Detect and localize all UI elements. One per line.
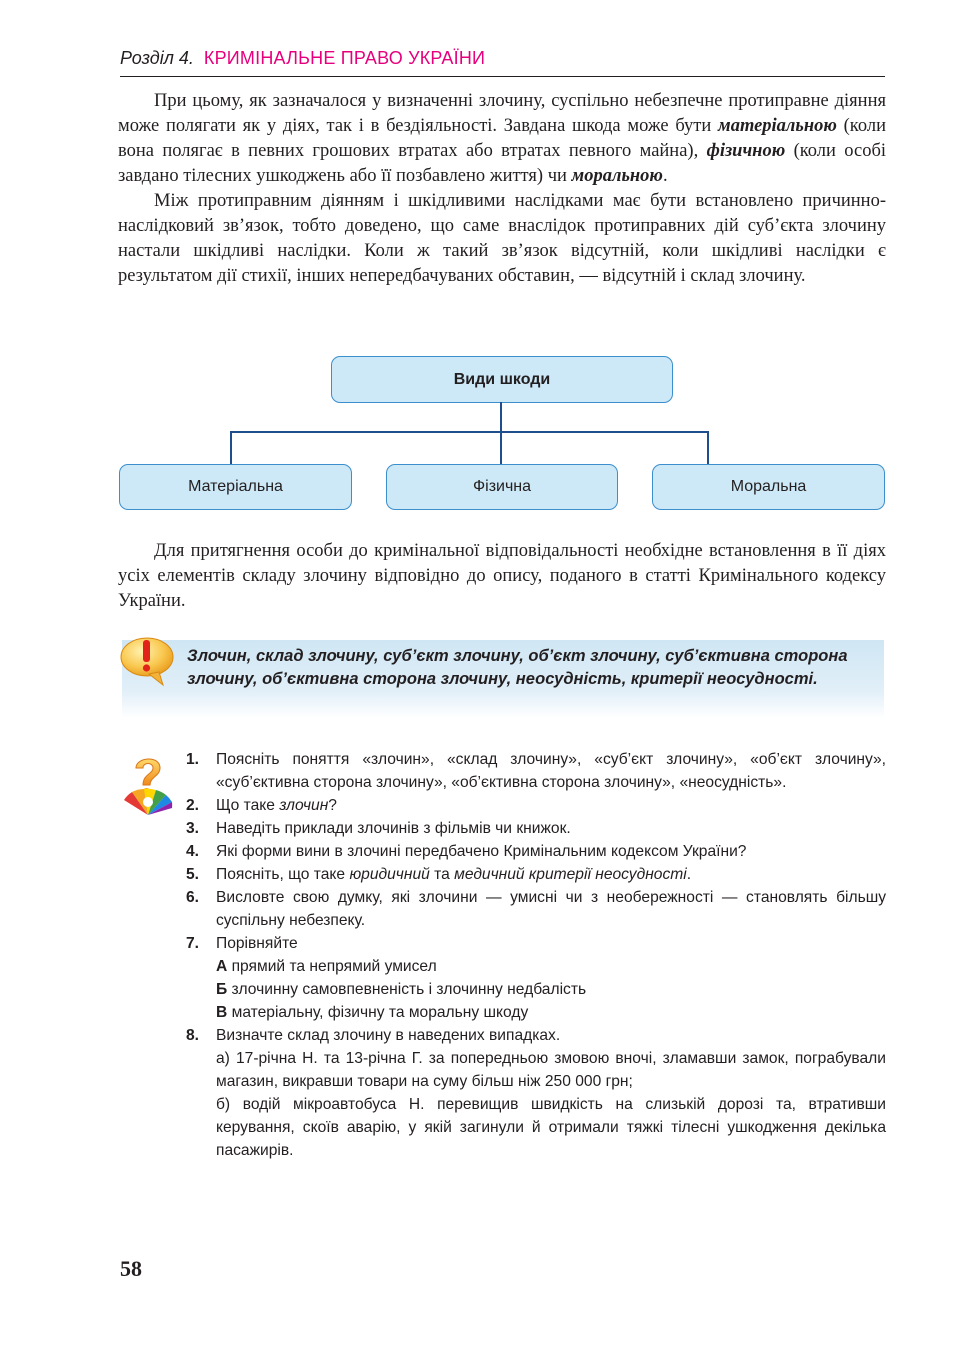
exclamation-speech-bubble-icon bbox=[119, 636, 177, 688]
term-material: матеріальною bbox=[718, 116, 837, 136]
diagram-connector-left bbox=[230, 431, 232, 464]
question-option-a: А прямий та непрямий умисел bbox=[216, 958, 437, 975]
question-option-b: Б злочинну самовпевненість і злочинну недбалість bbox=[216, 981, 587, 998]
question-item-6 bbox=[186, 886, 886, 932]
paragraph-harm-types: При цьому, як зазначалося у визначенні злочину, суспільно небезпечне протиправне діяння може полягати як у діях, так і в бездіяльності. Завдана шкода може бути матеріальною (коли вона полягає в певних грошових втратах або втратах певного майна), фізичною (коли особі завдано тілесних ушкоджень або її позбавлено життя) чи моральною. bbox=[118, 91, 886, 186]
page-number: 58 bbox=[120, 1256, 142, 1281]
diagram-connector-right bbox=[707, 431, 709, 464]
question-number: 1. bbox=[186, 751, 200, 768]
question-mark-icon bbox=[122, 752, 174, 816]
question-text: Висловте свою думку, які злочини — умисні чи з необережності — становлять більшу суспільну небезпеку. bbox=[216, 889, 886, 929]
body-text-top bbox=[118, 89, 886, 289]
question-text: Наведіть приклади злочинів з фільмів чи книжок. bbox=[216, 820, 571, 837]
paragraph-causal-link: Між протиправним діянням і шкідливими наслідками має бути встановлено причинно-наслідковий зв’язок, тобто доведено, що саме внаслідок протиправних дій суб’єкта злочину настали шкідливі наслідки. Коли ж такий зв’язок відсутній, коли шкідливі наслідки є результатом дії стихії, інших непередбачуваних обставин, — відсутній і склад злочину. bbox=[118, 191, 886, 286]
question-item-7 bbox=[186, 932, 886, 1024]
question-text: Порівняйте bbox=[216, 935, 298, 952]
diagram-node-moral: Моральна bbox=[652, 464, 885, 510]
case-a: а) 17-річна Н. та 13-річна Г. за попередньою змовою вночі, зламавши замок, пограбували магазин, викравши товари на суму більш ніж 250 000 грн; bbox=[216, 1050, 886, 1090]
question-item-4 bbox=[186, 840, 886, 863]
chapter-title: КРИМІНАЛЬНЕ ПРАВО УКРАЇНИ bbox=[203, 48, 486, 68]
question-text: Поясніть поняття «злочин», «склад злочину», «суб’єкт злочину», «об’єкт злочину», «суб’єктивна сторона злочину», «об’єктивна сторона злочину», «неосудність». bbox=[216, 751, 886, 791]
questions-list bbox=[186, 748, 886, 1162]
diagram-node-physical: Фізична bbox=[386, 464, 618, 510]
question-number: 4. bbox=[186, 843, 200, 860]
question-item-2 bbox=[186, 794, 886, 817]
paragraph-liability: Для притягнення особи до кримінальної відповідальності необхідне встановлення в її діях усіх елементів складу злочину відповідно до опису, поданого в статті Кримінального кодексу України. bbox=[118, 541, 886, 611]
question-item-1 bbox=[186, 748, 886, 794]
running-header bbox=[120, 48, 885, 77]
diagram-node-material: Матеріальна bbox=[119, 464, 352, 510]
term-moral: моральною bbox=[571, 166, 663, 186]
question-item-3 bbox=[186, 817, 886, 840]
question-number: 8. bbox=[186, 1027, 200, 1044]
body-text-bottom bbox=[118, 539, 886, 614]
question-option-c: В матеріальну, фізичну та моральну шкоду bbox=[216, 1004, 529, 1021]
question-number: 6. bbox=[186, 889, 200, 906]
diagram-connector-vertical bbox=[500, 402, 502, 464]
question-text: Що таке злочин? bbox=[216, 797, 337, 814]
question-number: 7. bbox=[186, 935, 200, 952]
case-b: б) водій мікроавтобуса Н. перевищив швидкість на слизькій дорозі та, втративши керування, скоїв аварію, у якій загинули й отримали тяжкі тілесні ушкодження декілька пасажирів. bbox=[216, 1096, 886, 1159]
diagram-root-node: Види шкоди bbox=[331, 356, 673, 403]
question-text: Визначте склад злочину в наведених випадках. bbox=[216, 1027, 561, 1044]
diagram-connector-horizontal bbox=[230, 431, 709, 433]
keywords-text: Злочин, склад злочину, суб’єкт злочину, об’єкт злочину, суб’єктивна сторона злочину, об’єктивна сторона злочину, неосудність, критерії неосудності. bbox=[187, 647, 848, 688]
question-number: 3. bbox=[186, 820, 200, 837]
term-physical: фізичною bbox=[706, 141, 786, 161]
question-number: 5. bbox=[186, 866, 200, 883]
question-item-5 bbox=[186, 863, 886, 886]
question-item-8 bbox=[186, 1024, 886, 1162]
question-text: Поясніть, що таке юридичний та медичний критерії неосудності. bbox=[216, 866, 692, 883]
question-text: Які форми вини в злочині передбачено Кримінальним кодексом України? bbox=[216, 843, 747, 860]
section-label: Розділ 4. bbox=[120, 48, 194, 68]
question-number: 2. bbox=[186, 797, 200, 814]
